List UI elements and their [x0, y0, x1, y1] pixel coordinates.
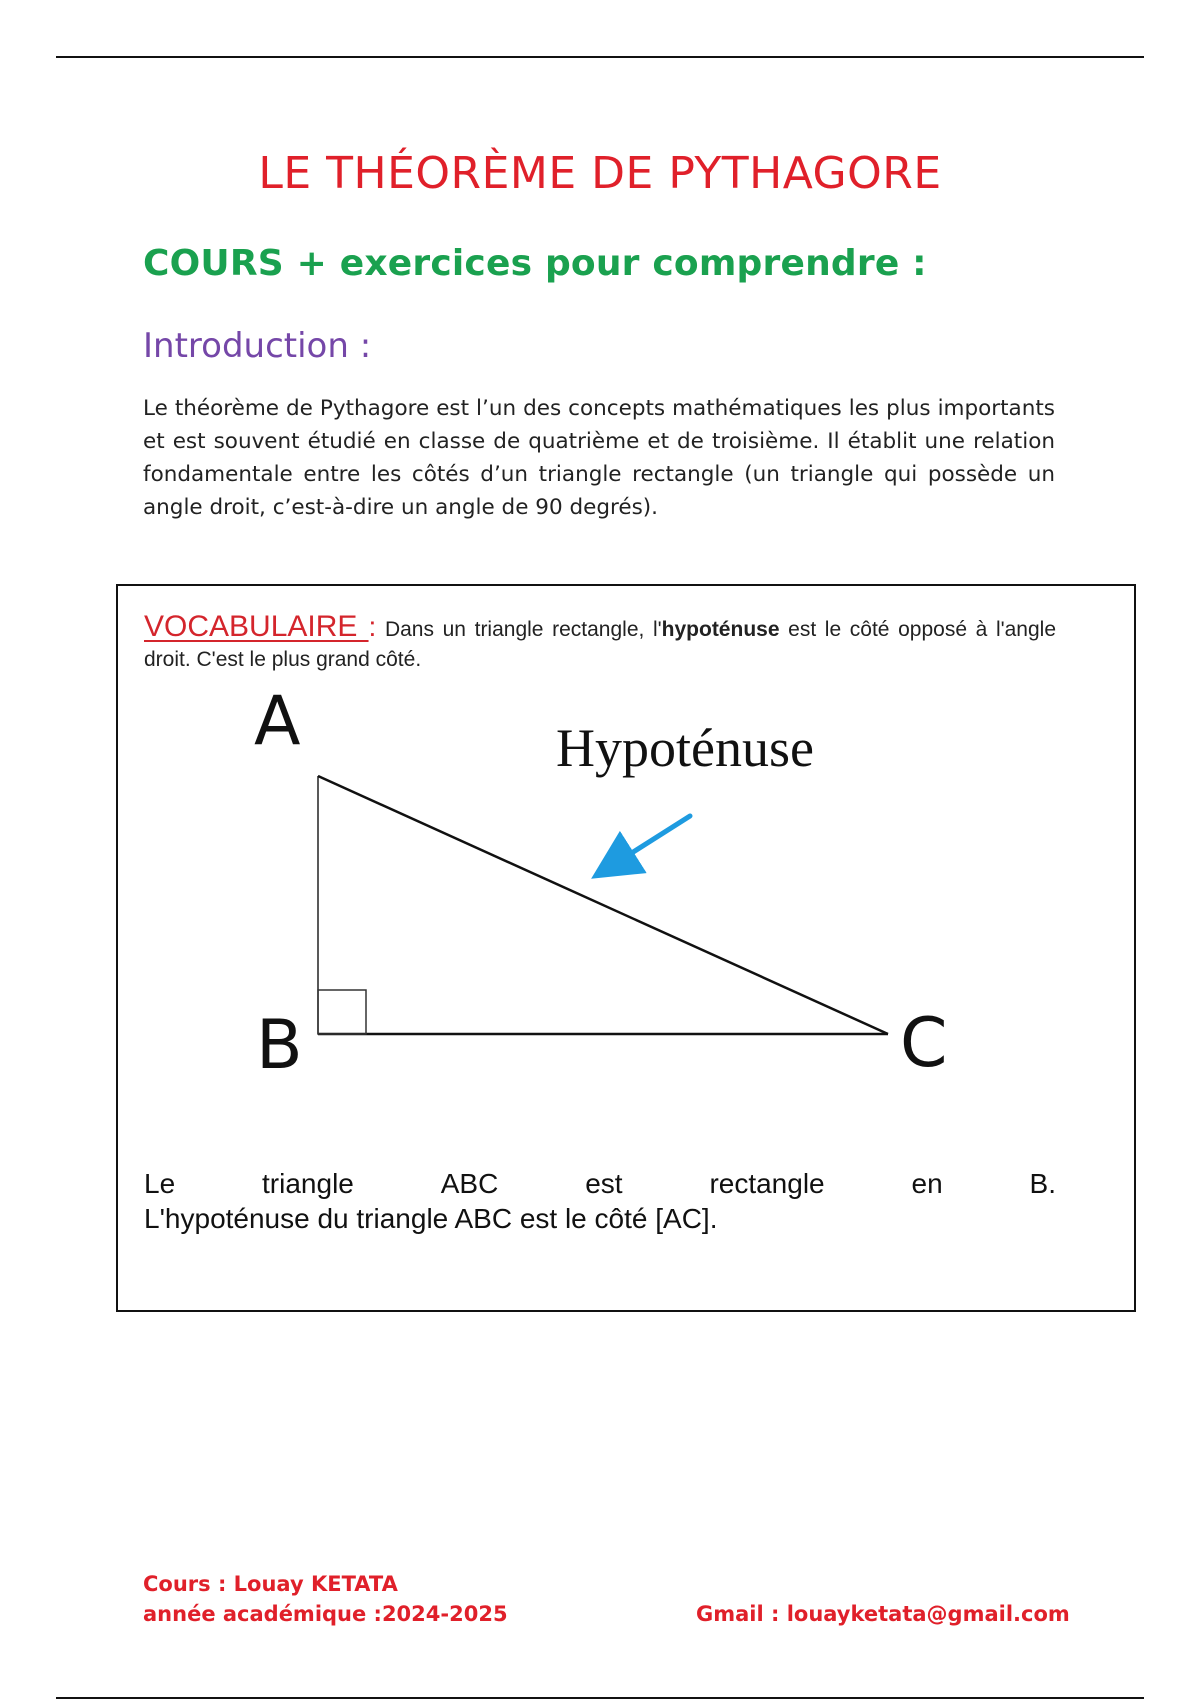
- caption-word: triangle: [262, 1168, 354, 1199]
- caption-word: B.: [1029, 1168, 1056, 1199]
- hypotenuse-ac: [318, 776, 888, 1034]
- caption-word: rectangle: [709, 1168, 825, 1199]
- triangle-caption: [144, 1166, 1056, 1236]
- introduction-paragraph: Le théorème de Pythagore est l’un des concepts mathématiques les plus importants et est souvent étudié en classe de quatrième et de troisième. Il établit une relation fondamentale entre les côtés d’un triangle rectangle (un triangle qui possède un angle droit, c’est-à-dire un angle de 90 degrés).: [143, 396, 1055, 520]
- caption-word: en: [911, 1168, 943, 1199]
- vocabulary-text-after: est le côté opposé à l'angle droit. C'est le plus grand côté.: [144, 618, 1056, 671]
- subtitle: COURS + exercices pour comprendre :: [143, 243, 927, 284]
- vocabulary-box: [116, 584, 1136, 1312]
- caption-word: ABC: [440, 1168, 499, 1199]
- footer-email: Gmail : louayketata@gmail.com: [696, 1602, 1070, 1626]
- vertex-c-label: C: [900, 1004, 948, 1083]
- hypotenuse-label: Hypoténuse: [556, 718, 814, 778]
- caption-word: est: [585, 1168, 623, 1199]
- caption-line-2: L'hypoténuse du triangle ABC est le côté [AC].: [144, 1203, 718, 1234]
- footer-course-author: Cours : Louay KETATA: [143, 1572, 398, 1596]
- vertex-b-label: B: [256, 1006, 303, 1085]
- caption-word: Le: [144, 1168, 176, 1199]
- vocabulary-colon: :: [368, 611, 377, 642]
- bottom-rule: [56, 1697, 1144, 1699]
- vocabulary-label: VOCABULAIRE: [144, 610, 369, 643]
- page-title: LE THÉORÈME DE PYTHAGORE: [258, 148, 942, 199]
- right-angle-marker: [318, 990, 366, 1034]
- caption-line-1: [144, 1166, 1056, 1201]
- footer-academic-year: année académique :2024-2025: [143, 1602, 508, 1626]
- vocabulary-text-before: Dans un triangle rectangle, l': [376, 618, 662, 641]
- introduction-heading: Introduction :: [143, 326, 372, 366]
- vocabulary-bold-word: hypoténuse: [661, 618, 780, 641]
- hypotenuse-arrow: [608, 816, 690, 868]
- top-rule: [56, 56, 1144, 58]
- vertex-a-label: A: [254, 682, 301, 761]
